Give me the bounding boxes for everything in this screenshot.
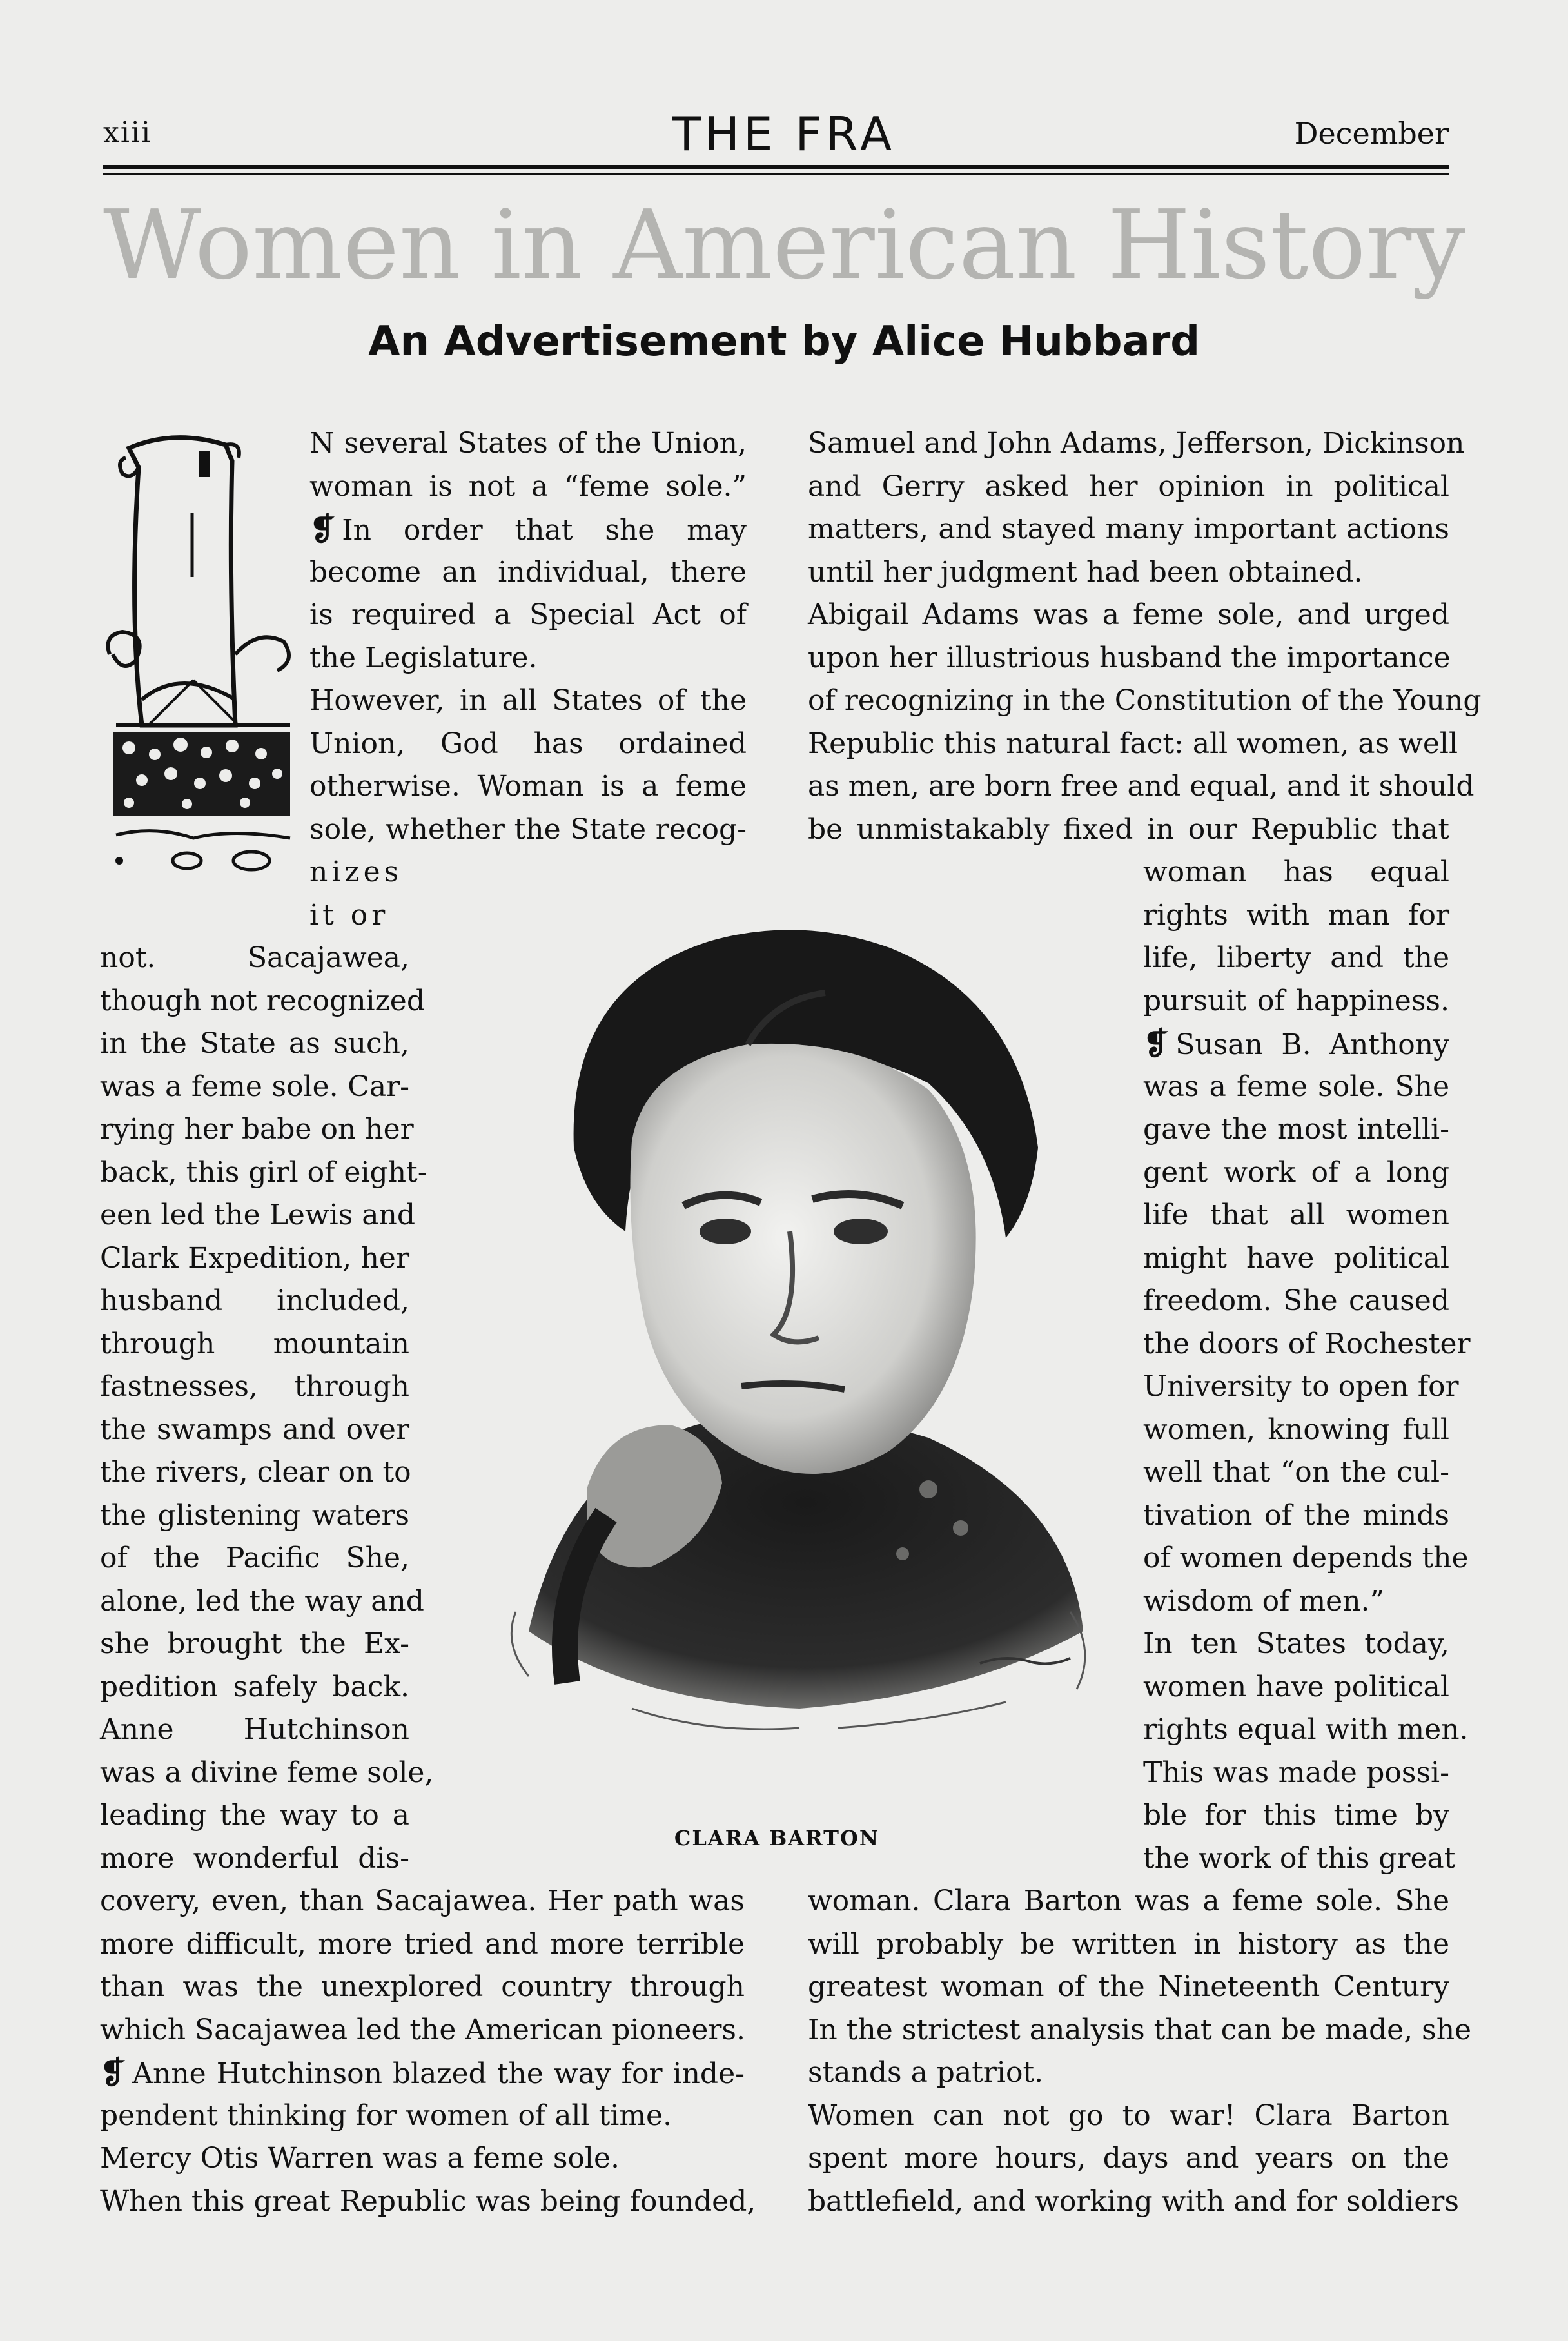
text-line: leading the way to a <box>100 1799 409 1832</box>
text-line: rying her babe on her <box>100 1113 414 1146</box>
text-line: spent more hours, days and years on the <box>808 2142 1449 2175</box>
text-line: than was the unexplored country through <box>100 1970 745 2003</box>
text-line: Women can not go to war! Clara Barton <box>808 2099 1449 2132</box>
text-line: woman is not a “feme sole.” <box>309 469 747 503</box>
text-line: battlefield, and working with and for soldiers <box>808 2184 1459 2218</box>
text-line: When this great Republic was being founded, <box>100 2184 756 2218</box>
text-line: Clark Expedition, her <box>100 1241 409 1275</box>
text-line: stands a patriot. <box>808 2056 1044 2089</box>
drop-cap-text-block <box>309 422 747 937</box>
text-line: back, this girl of eight- <box>100 1155 427 1189</box>
clara-barton-portrait <box>438 870 1122 1786</box>
paragraph-mark-icon: ❡ <box>100 2055 126 2091</box>
text-line: the swamps and over <box>100 1413 409 1446</box>
left-narrow-column <box>100 937 434 1880</box>
text-line: was a divine feme sole, <box>100 1756 434 1789</box>
text-line: will probably be written in history as the <box>808 1927 1449 1961</box>
text-line: woman has equal <box>1143 856 1449 888</box>
text-line: upon her illustrious husband the importance <box>808 641 1451 674</box>
text-line: Abigail Adams was a feme sole, and urged <box>808 598 1449 631</box>
text-line: In ten States today, <box>1143 1627 1449 1660</box>
text-line: tivation of the minds <box>1143 1498 1449 1532</box>
article-subtitle: An Advertisement by Alice Hubbard <box>368 318 1200 366</box>
text-line: covery, even, than Sacajawea. Her path was <box>100 1885 745 1917</box>
text-line: sole, whether the State recog- <box>309 812 747 846</box>
header-rule-thin <box>103 173 1449 175</box>
text-line: she brought the Ex- <box>100 1627 409 1660</box>
paragraph-mark-icon: ❡ <box>309 511 336 547</box>
text-line: husband included, <box>100 1284 409 1317</box>
right-narrow-column <box>1143 851 1471 1880</box>
text-line: as men, are born free and equal, and it should <box>808 770 1475 803</box>
text-line: until her judgment had been obtained. <box>808 555 1363 589</box>
text-line: fastnesses, through <box>100 1370 409 1403</box>
text-line: nizes <box>309 856 403 888</box>
text-line: it or <box>309 898 389 932</box>
text-line: Anne Hutchinson <box>100 1713 409 1746</box>
right-top-column <box>808 422 1482 851</box>
text-line: the Legislature. <box>309 641 538 674</box>
text-line: University to open for <box>1143 1370 1459 1403</box>
text-line: rights equal with men. <box>1143 1713 1469 1746</box>
text-line: more difficult, more tried and more terrible <box>100 1927 745 1961</box>
text-line: gent work of a long <box>1143 1155 1449 1189</box>
text-line: Republic this natural fact: all women, as well <box>808 727 1458 760</box>
portrait-caption: CLARA BARTON <box>674 1826 880 1850</box>
text-line: ble for this time by <box>1143 1799 1449 1832</box>
text-line: ❡ Anne Hutchinson blazed the way for inde- <box>100 2052 745 2095</box>
text-line: life that all women <box>1143 1199 1449 1231</box>
text-line: However, in all States of the <box>309 684 747 717</box>
issue-month: December <box>1294 116 1449 151</box>
text-line: was a feme sole. Car- <box>100 1070 409 1103</box>
text-line: rights with man for <box>1143 898 1449 932</box>
text-line: of the Pacific She, <box>100 1542 409 1574</box>
header-rule <box>103 165 1449 169</box>
text-line: of recognizing in the Constitution of the Young <box>808 684 1482 717</box>
text-line: in the State as such, <box>100 1027 409 1060</box>
text-line: become an individual, there <box>309 555 747 589</box>
text-line: wisdom of men.” <box>1143 1584 1385 1618</box>
text-line: alone, led the way and <box>100 1584 424 1618</box>
text-line: through mountain <box>100 1327 409 1360</box>
paragraph-mark-icon: ❡ <box>1143 1026 1170 1062</box>
text-line: was a feme sole. She <box>1143 1070 1449 1103</box>
text-line: might have political <box>1143 1241 1449 1275</box>
text-line: freedom. She caused <box>1143 1284 1449 1317</box>
left-bottom-column <box>100 1880 756 2223</box>
text-line: otherwise. Woman is a feme <box>309 770 747 803</box>
text-line: is required a Special Act of <box>309 598 747 631</box>
text-line: een led the Lewis and <box>100 1199 416 1231</box>
text-line: be unmistakably fixed in our Republic that <box>808 812 1449 846</box>
text-line: well that “on the cul- <box>1143 1456 1449 1489</box>
text-line: of women depends the <box>1143 1542 1469 1574</box>
text-line: which Sacajawea led the American pioneers. <box>100 2013 745 2046</box>
text-line: pendent thinking for women of all time. <box>100 2099 672 2132</box>
text-line: pedition safely back. <box>100 1670 409 1703</box>
text-line: women, knowing full <box>1143 1413 1449 1446</box>
right-bottom-column <box>808 1880 1472 2223</box>
text-line: matters, and stayed many important actions <box>808 513 1449 545</box>
text-line: pursuit of happiness. <box>1143 984 1449 1017</box>
text-line: ❡ Susan B. Anthony <box>1143 1023 1449 1066</box>
text-line: Mercy Otis Warren was a feme sole. <box>100 2142 620 2175</box>
page-number: xiii <box>103 116 152 149</box>
text-line: This was made possi- <box>1143 1756 1449 1789</box>
text-line: Samuel and John Adams, Jefferson, Dickinson <box>808 427 1465 460</box>
article-title: Women in American History <box>103 190 1465 300</box>
text-line: life, liberty and the <box>1143 941 1449 974</box>
text-line: ❡ In order that she may <box>309 508 747 551</box>
text-line: N several States of the Union, <box>309 427 747 460</box>
drop-cap-ship-illustration <box>103 422 303 899</box>
text-line: the work of this great <box>1143 1841 1456 1875</box>
text-line: the rivers, clear on to <box>100 1456 411 1489</box>
text-line: woman. Clara Barton was a feme sole. She <box>808 1885 1449 1917</box>
text-line: women have political <box>1143 1670 1449 1703</box>
text-line: not. Sacajawea, <box>100 941 409 974</box>
text-line: the doors of Rochester <box>1143 1327 1471 1360</box>
text-line: more wonderful dis- <box>100 1841 409 1875</box>
text-line: the glistening waters <box>100 1498 409 1532</box>
text-line: and Gerry asked her opinion in political <box>808 469 1449 503</box>
text-line: Union, God has ordained <box>309 727 747 760</box>
text-line: gave the most intelli- <box>1143 1113 1449 1146</box>
text-line: In the strictest analysis that can be made, she <box>808 2013 1472 2046</box>
text-line: though not recognized <box>100 984 426 1017</box>
masthead: THE FRA <box>672 107 896 161</box>
text-line: greatest woman of the Nineteenth Century <box>808 1970 1449 2003</box>
